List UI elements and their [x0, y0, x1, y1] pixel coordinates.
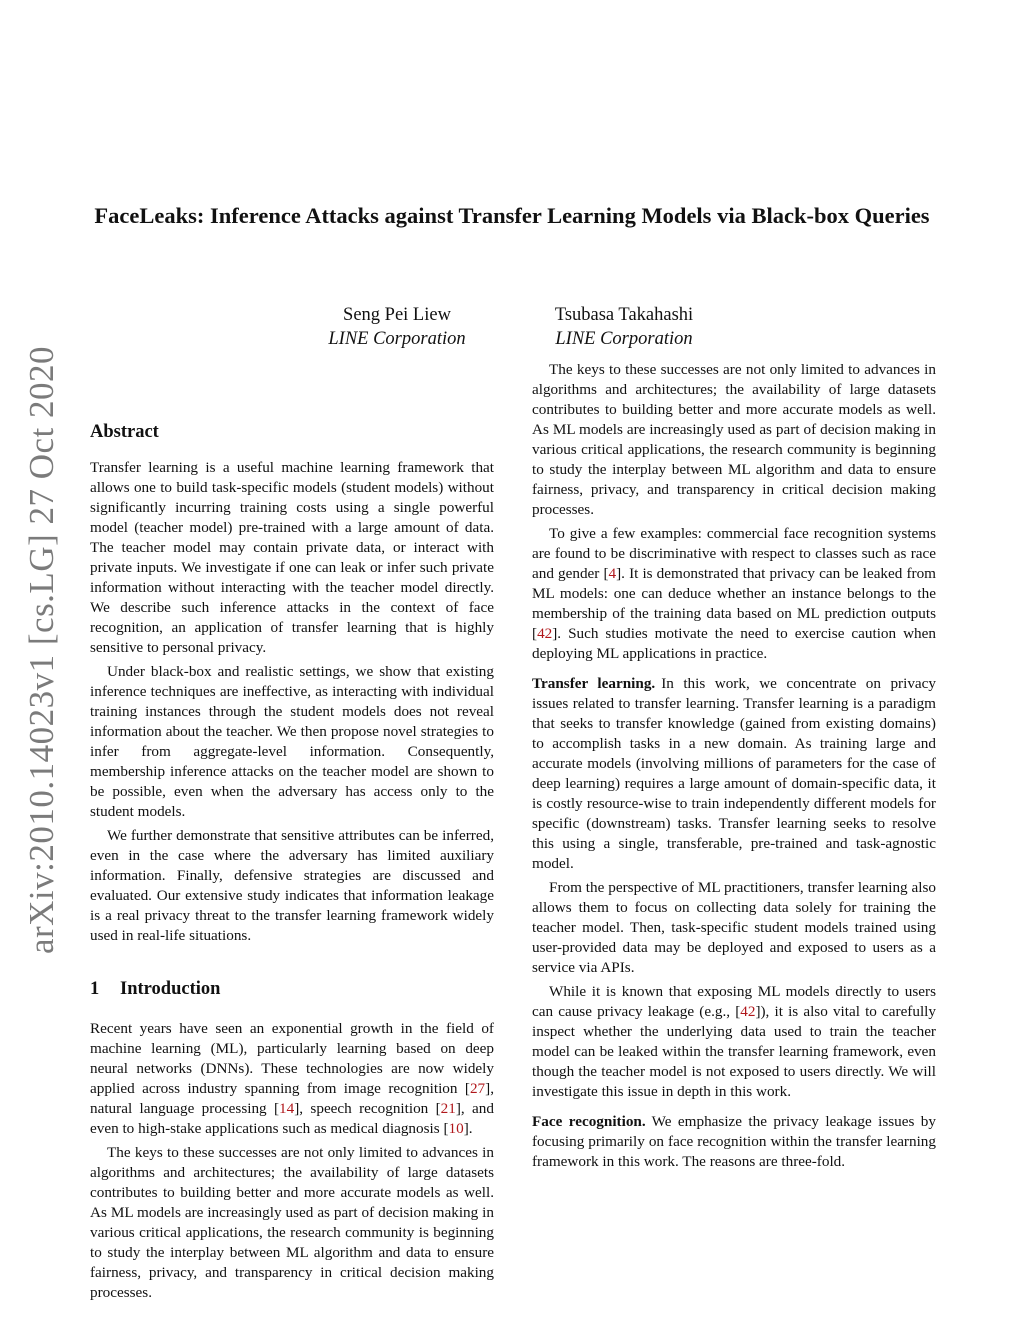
section-title: Introduction	[120, 979, 221, 999]
author-1	[297, 303, 497, 351]
abstract-paragraph-1: Transfer learning is a useful machine learning framework that allows one to build task-specific models (student models) without significantly incurring training costs using a single powerful model (teacher model) pre-trained with a large amount of data. The teacher model may contain private data, or interact with private inputs. We investigate if one can leak or infer such private information without interacting with the teacher model directly. We describe such inference attacks in the context of face recognition, an application of transfer learning that is highly sensitive to personal privacy.	[90, 459, 494, 656]
intro-paragraph-2: The keys to these successes are not only limited to advances in algorithms and architectures; the availability of large datasets contributes to building better and more accurate models as well. As ML models are increasingly used as part of decision making in various critical applications, the research community is beginning to study the interplay between ML algorithm and data to ensure fairness, privacy, and transparency in critical decision making processes.	[90, 1144, 494, 1301]
text-span: ]), it is also vital to carefully inspect whether the underlying data used to train the teacher model can be leaked within the transfer learning framework, even though the teacher model is not exposed to users directly. We will investigate this issue in depth in this work.	[532, 1003, 936, 1100]
citation-link[interactable]: 14	[279, 1100, 295, 1117]
right-column	[532, 361, 936, 1172]
paragraph-heading-transfer-learning: Transfer learning.	[532, 675, 656, 692]
text-span: To give a few examples: commercial face recognition systems are found to be discriminative with respect to classes such as race and gender [	[532, 525, 936, 582]
transfer-learning-paragraph	[532, 674, 936, 874]
text-span: We emphasize the privacy leakage issues by focusing primarily on face recognition within the transfer learning framework in this work. The reasons are three-fold.	[532, 1113, 936, 1170]
author-name: Tsubasa Takahashi	[554, 305, 694, 325]
face-recognition-paragraph	[532, 1112, 936, 1172]
citation-link[interactable]: 27	[469, 1080, 486, 1097]
citation-link[interactable]: 10	[448, 1120, 464, 1137]
author-name: Seng Pei Liew	[343, 305, 451, 325]
author-affiliation: LINE Corporation	[328, 329, 466, 349]
citation-link[interactable]: 4	[608, 565, 617, 582]
continued-text: The keys to these successes are not only limited to advances in algorithms and architectures; the availability of large datasets contributes to building better and more accurate models as well. As ML models are increasingly used as part of decision making in various critical applications, the research community is beginning to study the interplay between ML algorithm and data to ensure fairness, privacy, and transparency in critical decision making processes.	[532, 361, 936, 518]
citation-link[interactable]: 42	[740, 1003, 756, 1020]
introduction-heading	[90, 977, 494, 1001]
section-number: 1	[90, 979, 100, 999]
text-span: ]. Such studies motivate the need to exercise caution when deploying ML applications in practice.	[532, 625, 936, 662]
transfer-learning-paragraph-3	[532, 982, 936, 1102]
author-affiliation: LINE Corporation	[555, 329, 693, 349]
intro-paragraph-3	[532, 524, 936, 664]
abstract-heading: Abstract	[90, 422, 159, 442]
left-column	[90, 420, 494, 1301]
text-span: ], speech recognition [	[294, 1100, 441, 1117]
text-span: ], natural language processing [	[90, 1080, 494, 1117]
text-span: ], and even to high-stake applications such as medical diagnosis [	[90, 1100, 494, 1137]
abstract-paragraph-3: We further demonstrate that sensitive attributes can be inferred, even in the case where the adversary has limited auxiliary information. Finally, defensive strategies are discussed and evaluated. Our extensive study indicates that information leakage is a real privacy threat to the transfer learning framework widely used in real-life situations.	[90, 827, 494, 944]
abstract-paragraph-2: Under black-box and realistic settings, we show that existing inference techniques are ineffective, as interacting with individual training instances through the student models does not reveal information about the teacher. We then propose novel strategies to infer from aggregate-level information. Consequently, membership inference attacks on the teacher model are shown to be possible, even when the adversary has access only to the student models.	[90, 663, 494, 820]
intro-paragraph-2-continued	[532, 361, 936, 520]
paper-title: FaceLeaks: Inference Attacks against Transfer Learning Models via Black-box Queries	[94, 203, 930, 228]
citation-link[interactable]: 21	[440, 1100, 456, 1117]
text-span: While it is known that exposing ML models directly to users can cause privacy leakage (e.g., [	[532, 983, 936, 1020]
text-span: ].	[463, 1120, 473, 1137]
author-2	[524, 303, 724, 351]
paragraph-heading-face-recognition: Face recognition.	[532, 1113, 646, 1130]
text-span: ]. It is demonstrated that privacy can be leaked from ML models: one can deduce whether an instance belongs to the membership of the training data based on ML prediction outputs [	[532, 565, 936, 642]
text-span: Recent years have seen an exponential growth in the field of machine learning (ML), particularly learning based on deep neural networks (DNNs). These technologies are now widely applied across industry spanning from image recognition [	[90, 1020, 494, 1097]
transfer-learning-paragraph-2: From the perspective of ML practitioners, transfer learning also allows them to focus on collecting data solely for training the teacher model. Then, task-specific student models trained using user-provided data may be deployed and exposed to users as a service via APIs.	[532, 879, 936, 976]
text-span: In this work, we concentrate on privacy issues related to transfer learning. Transfer learning is a paradigm that seeks to transfer knowledge (gained from existing domains) to accomplish tasks in a new domain. As training large and accurate models (involving millions of parameters for the case of deep learning) requires a large amount of domain-specific data, it is costly resource-wise to train independently different models for specific (downstream) tasks. Transfer learning seeks to resolve this using a single, transferable, pre-trained and task-agnostic model.	[532, 675, 936, 872]
citation-link[interactable]: 42	[537, 625, 553, 642]
arxiv-identifier: arXiv:2010.14023v1 [cs.LG] 27 Oct 2020	[22, 345, 61, 955]
intro-paragraph-1	[90, 1019, 494, 1139]
